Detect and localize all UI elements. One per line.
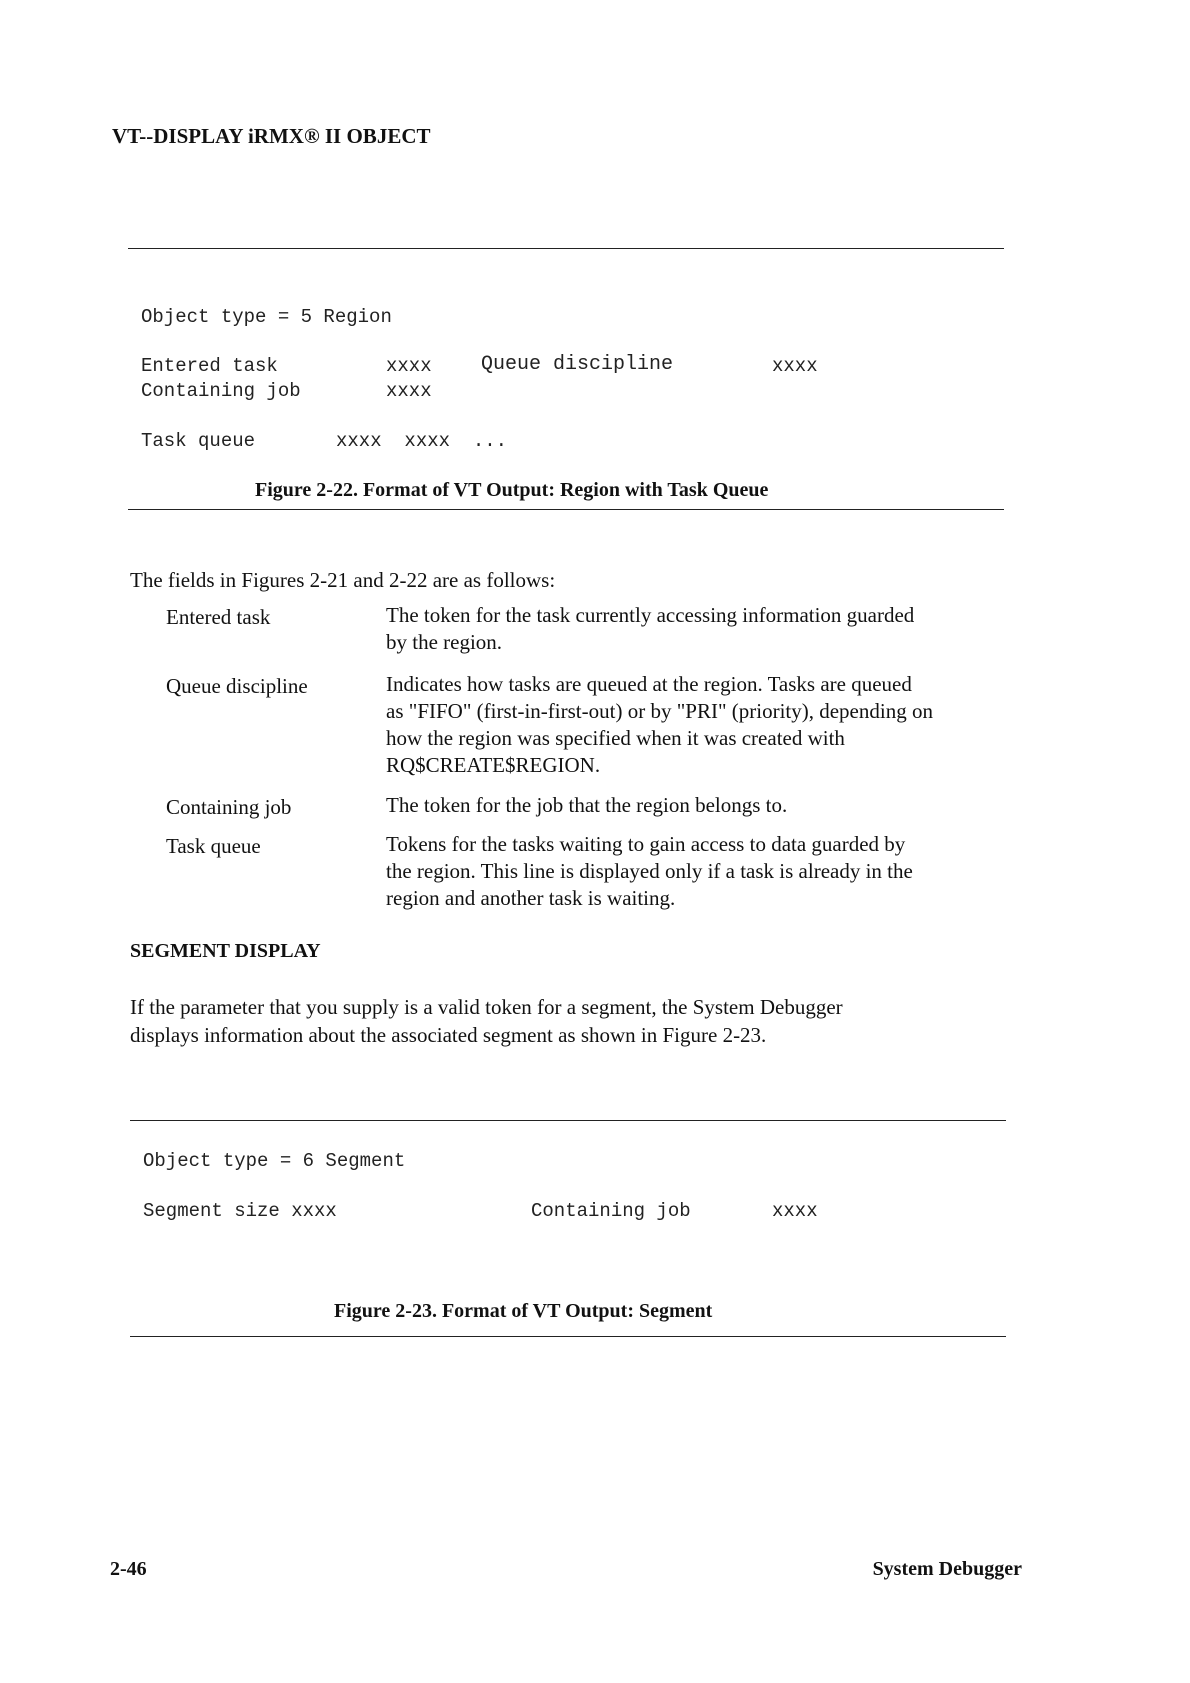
term-entered-task: Entered task xyxy=(166,605,271,629)
figure-22-caption: Figure 2-22. Format of VT Output: Region with Task Queue xyxy=(255,479,769,501)
figure-23-bottom-rule xyxy=(130,1336,1006,1337)
fig22-containing-job-label: Containing job xyxy=(141,380,301,402)
fig22-task-queue-label: Task queue xyxy=(141,430,256,452)
term-containing-job: Containing job xyxy=(166,795,292,819)
def-line: The token for the task currently accessing information guarded xyxy=(386,603,915,627)
footer-section-title: System Debugger xyxy=(872,1558,1022,1580)
def-entered-task xyxy=(386,602,1006,656)
fig23-object-type: Object type = 6 Segment xyxy=(143,1150,406,1172)
def-line: RQ$CREATE$REGION. xyxy=(386,753,601,777)
fig23-segment-size: Segment size xxxx xyxy=(143,1200,337,1222)
def-line: the region. This line is displayed only if a task is already in the xyxy=(386,859,913,883)
segment-paragraph xyxy=(130,993,843,1049)
page-number: 2-46 xyxy=(110,1558,147,1580)
def-line: Indicates how tasks are queued at the region. Tasks are queued xyxy=(386,672,912,696)
fig23-containing-job-value: xxxx xyxy=(772,1200,818,1222)
def-containing-job xyxy=(386,792,1006,819)
fig22-task-queue-values: xxxx xxxx ... xyxy=(336,430,508,452)
fields-intro: The fields in Figures 2-21 and 2-22 are as follows: xyxy=(130,568,556,592)
fig22-containing-job-value: xxxx xyxy=(386,380,432,402)
def-queue-discipline xyxy=(386,671,1006,779)
def-line: as "FIFO" (first-in-first-out) or by "PRI" (priority), depending on xyxy=(386,699,933,723)
fig22-object-type: Object type = 5 Region xyxy=(141,306,392,328)
segment-para-line: If the parameter that you supply is a valid token for a segment, the System Debugger xyxy=(130,995,843,1019)
figure-22-bottom-rule xyxy=(128,509,1004,510)
fig22-entered-task-value: xxxx xyxy=(386,355,432,377)
term-task-queue: Task queue xyxy=(166,834,261,858)
term-queue-discipline: Queue discipline xyxy=(166,674,308,698)
def-line: by the region. xyxy=(386,630,503,654)
def-line: Tokens for the tasks waiting to gain access to data guarded by xyxy=(386,832,906,856)
fig22-entered-task-label: Entered task xyxy=(141,355,278,377)
figure-23-caption: Figure 2-23. Format of VT Output: Segment xyxy=(334,1300,713,1322)
figure-23-top-rule xyxy=(130,1120,1006,1121)
def-line: The token for the job that the region belongs to. xyxy=(386,793,788,817)
figure-22-top-rule xyxy=(128,248,1004,249)
fig23-containing-job-label: Containing job xyxy=(531,1200,691,1222)
def-line: region and another task is waiting. xyxy=(386,886,676,910)
running-header: VT--DISPLAY iRMX® II OBJECT xyxy=(112,124,431,148)
segment-display-heading: SEGMENT DISPLAY xyxy=(130,940,321,962)
segment-para-line: displays information about the associated segment as shown in Figure 2-23. xyxy=(130,1023,767,1047)
fig22-queue-discipline-value: xxxx xyxy=(772,355,818,377)
def-task-queue xyxy=(386,831,1006,912)
def-line: how the region was specified when it was created with xyxy=(386,726,845,750)
fig22-queue-discipline-label: Queue discipline xyxy=(481,353,674,376)
